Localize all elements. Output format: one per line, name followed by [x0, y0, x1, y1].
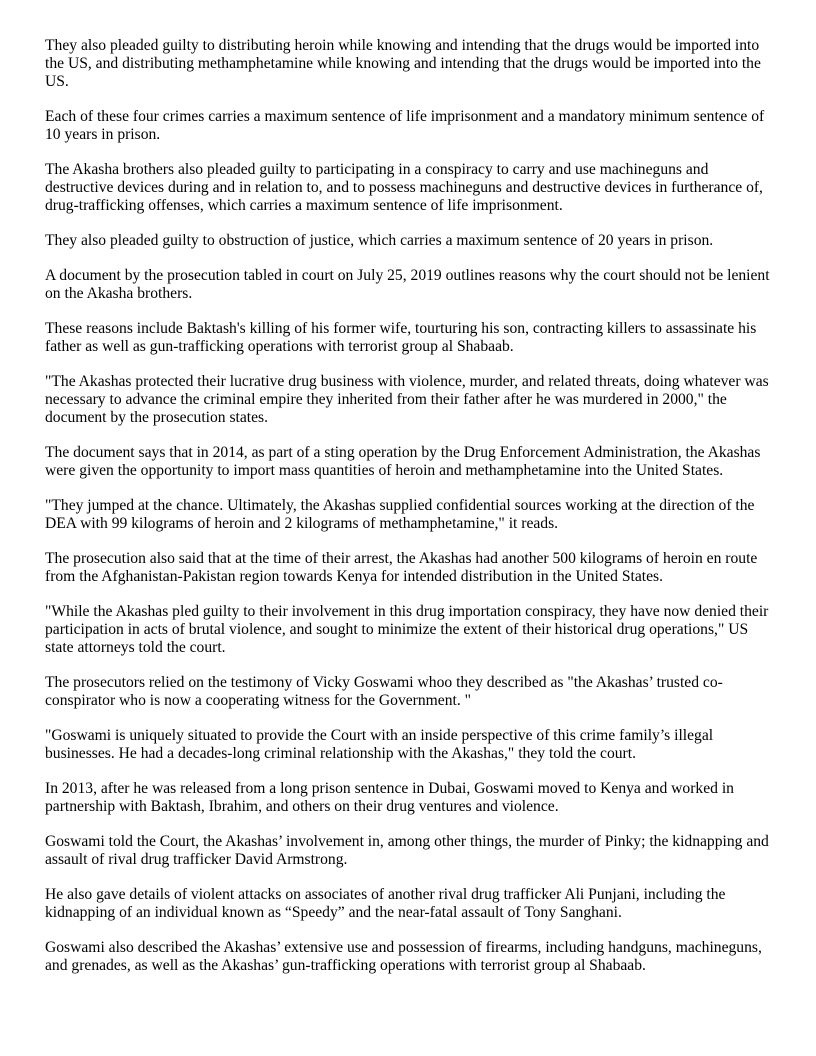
paragraph-5: A document by the prosecution tabled in court on July 25, 2019 outlines reasons why the court should not be lenient on the Akasha brothers. [45, 267, 770, 302]
paragraph-11: "While the Akashas pled guilty to their involvement in this drug importation conspiracy, they have now denied their participation in acts of brutal violence, and sought to minimize the extent of their historical drug operations," US state attorneys told the court. [45, 603, 769, 656]
document-body [45, 37, 771, 992]
paragraph-17: Goswami also described the Akashas’ extensive use and possession of firearms, including handguns, machineguns, and grenades, as well as the Akashas’ gun-trafficking operations with terrorist group al Shabaab. [45, 939, 762, 974]
paragraph-1: They also pleaded guilty to distributing heroin while knowing and intending that the drugs would be imported into the US, and distributing methamphetamine while knowing and intending that the drugs would be imported into the US. [45, 37, 761, 90]
paragraph-2: Each of these four crimes carries a maximum sentence of life imprisonment and a mandatory minimum sentence of 10 years in prison. [45, 108, 765, 143]
paragraph-10: The prosecution also said that at the time of their arrest, the Akashas had another 500 kilograms of heroin en route from the Afghanistan-Pakistan region towards Kenya for intended distribution in the United States. [45, 550, 758, 585]
paragraph-16: He also gave details of violent attacks on associates of another rival drug trafficker Ali Punjani, including the kidnapping of an individual known as “Speedy” and the near-fatal assault of Tony Sanghani. [45, 886, 726, 921]
paragraph-6: These reasons include Baktash's killing of his former wife, tourturing his son, contracting killers to assassinate his father as well as gun-trafficking operations with terrorist group al Shabaab. [45, 320, 757, 355]
paragraph-15: Goswami told the Court, the Akashas’ involvement in, among other things, the murder of Pinky; the kidnapping and assault of rival drug trafficker David Armstrong. [45, 833, 769, 868]
paragraph-3: The Akasha brothers also pleaded guilty to participating in a conspiracy to carry and use machineguns and destructive devices during and in relation to, and to possess machineguns and destructive devices in furtherance of, drug-trafficking offenses, which carries a maximum sentence of life imprisonment. [45, 161, 763, 214]
paragraph-13: "Goswami is uniquely situated to provide the Court with an inside perspective of this crime family’s illegal businesses. He had a decades-long criminal relationship with the Akashas," they told the court. [45, 727, 714, 762]
paragraph-12: The prosecutors relied on the testimony of Vicky Goswami whoo they described as "the Akashas’ trusted co-conspirator who is now a cooperating witness for the Government. " [45, 674, 723, 709]
paragraph-14: In 2013, after he was released from a long prison sentence in Dubai, Goswami moved to Kenya and worked in partnership with Baktash, Ibrahim, and others on their drug ventures and violence. [45, 780, 734, 815]
paragraph-8: The document says that in 2014, as part of a sting operation by the Drug Enforcement Administration, the Akashas were given the opportunity to import mass quantities of heroin and methamphetamine into the United States. [45, 444, 761, 479]
paragraph-9: "They jumped at the chance. Ultimately, the Akashas supplied confidential sources working at the direction of the DEA with 99 kilograms of heroin and 2 kilograms of methamphetamine," it reads. [45, 497, 755, 532]
paragraph-7: "The Akashas protected their lucrative drug business with violence, murder, and related threats, doing whatever was necessary to advance the criminal empire they inherited from their father after he was murdered in 2000," the document by the prosecution states. [45, 373, 769, 426]
paragraph-4: They also pleaded guilty to obstruction of justice, which carries a maximum sentence of 20 years in prison. [45, 232, 714, 249]
